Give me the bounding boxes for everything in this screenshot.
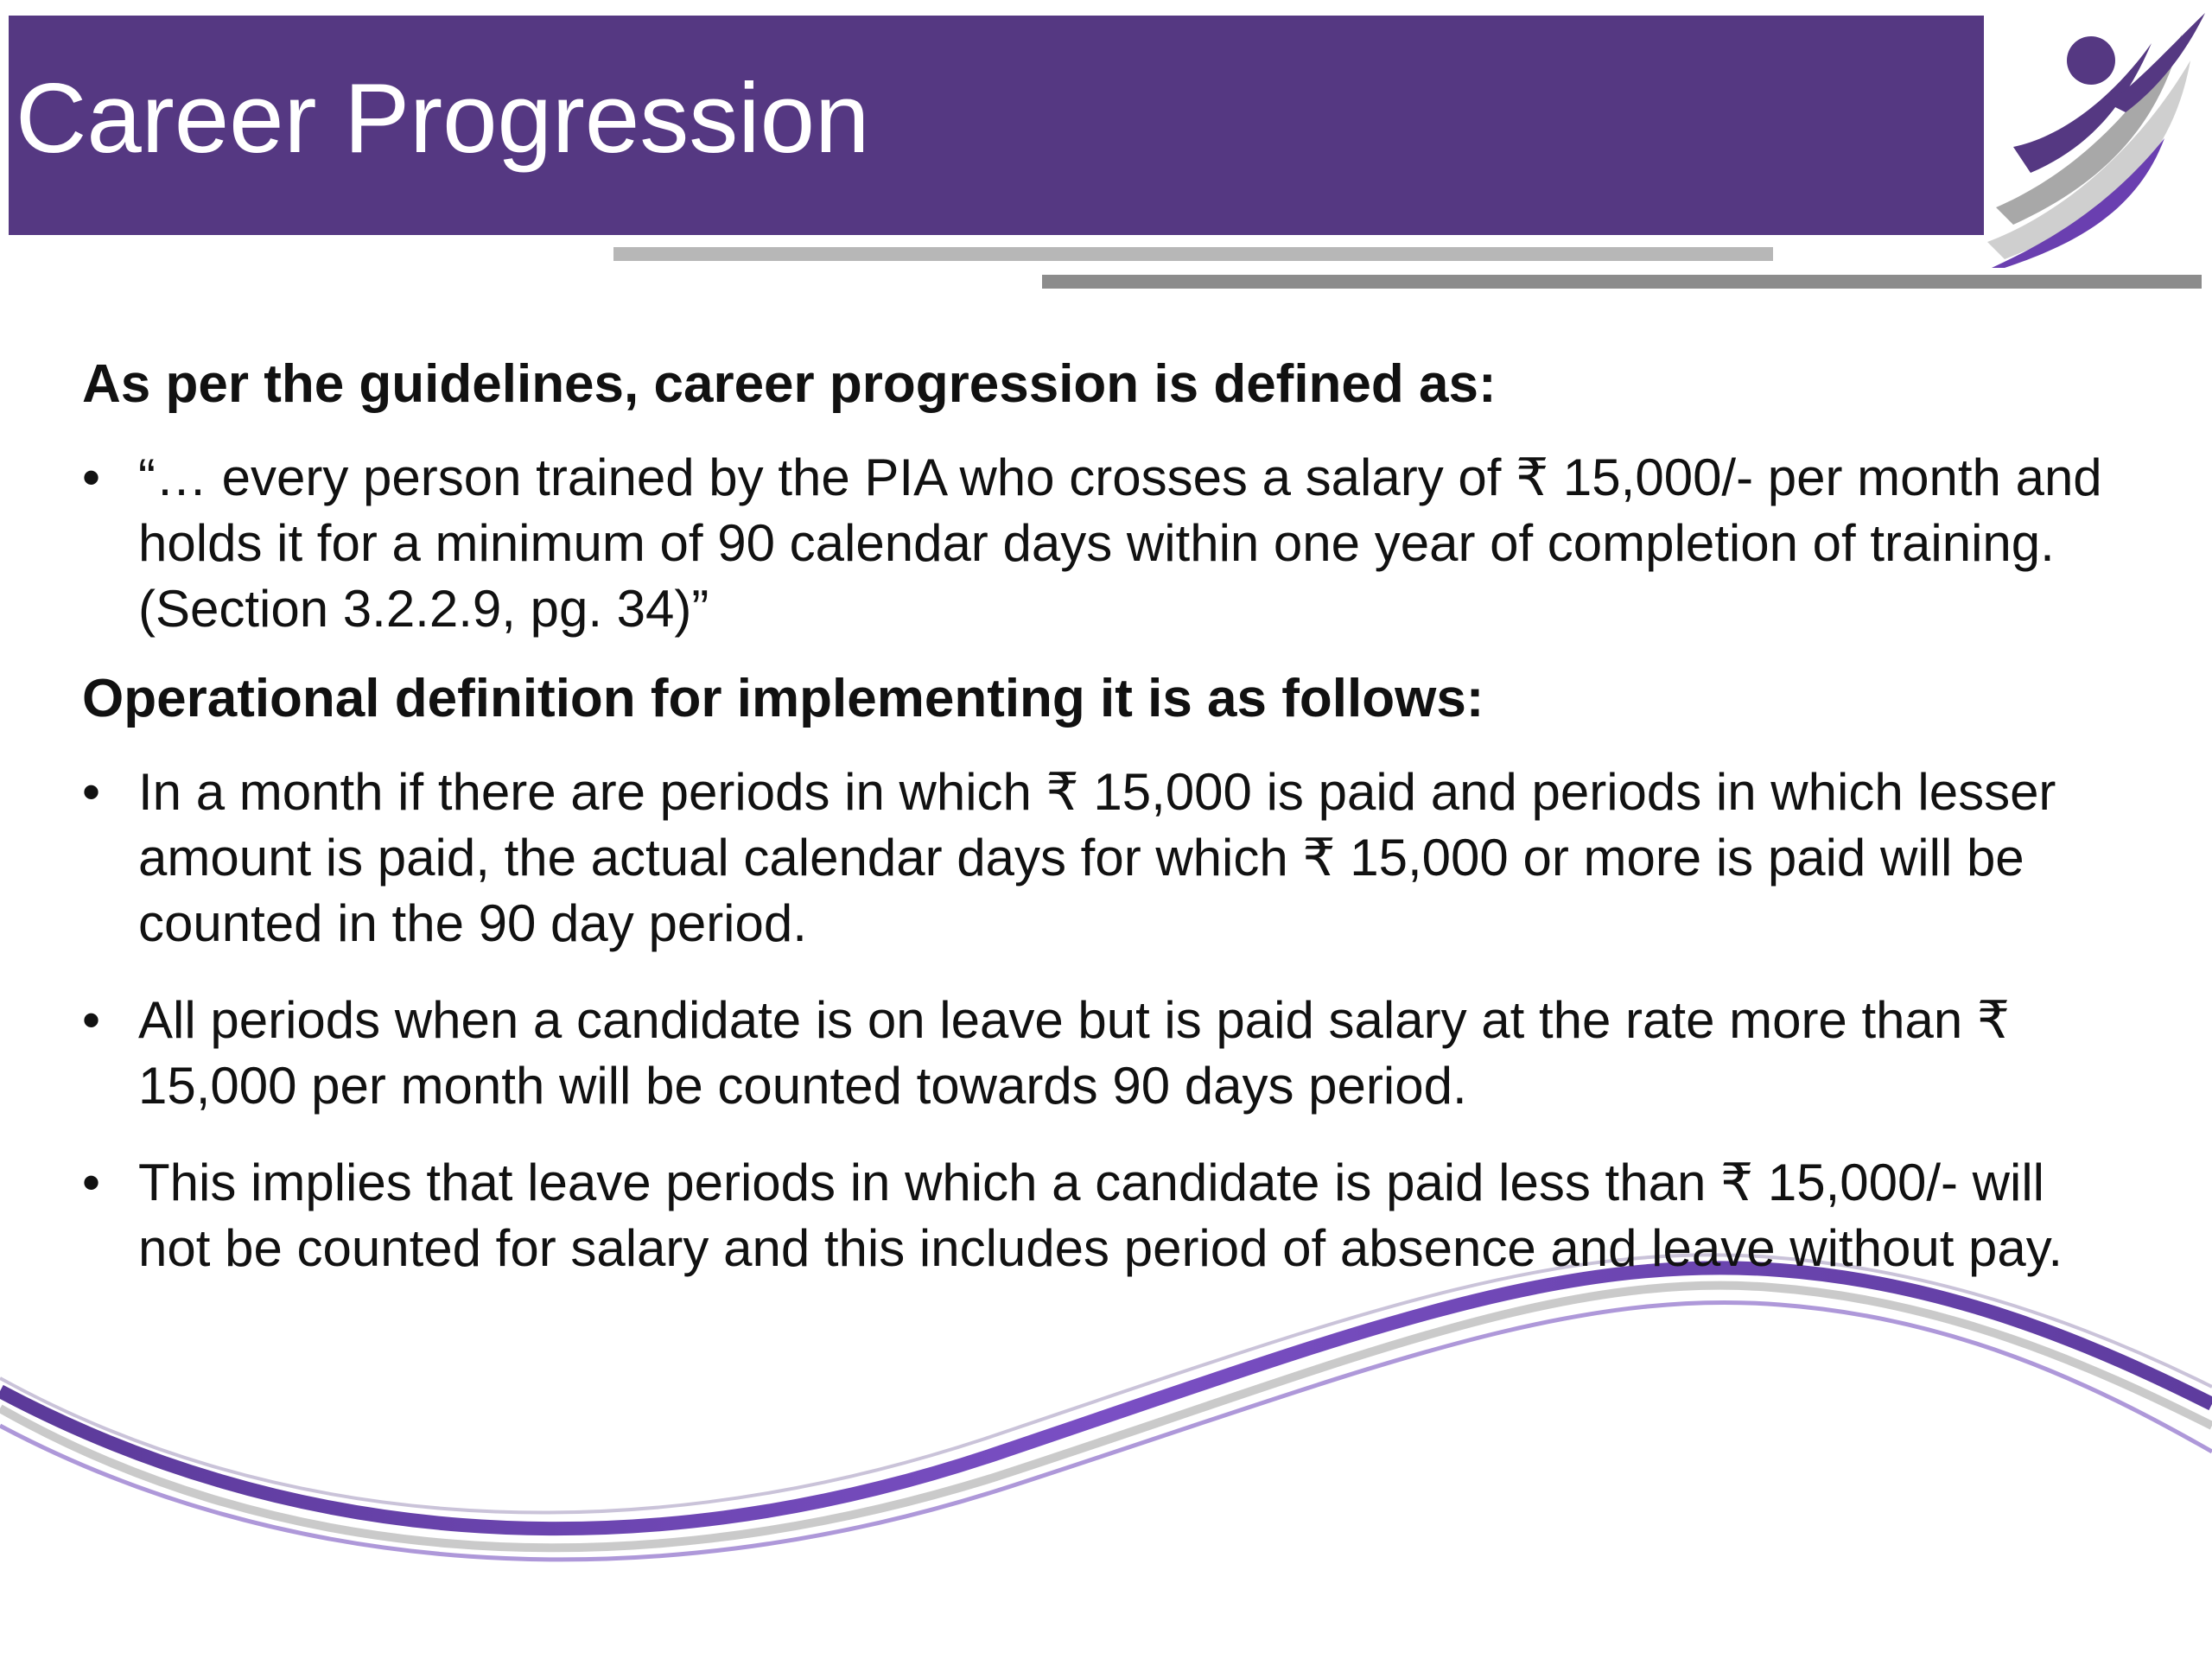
section-heading-guidelines: As per the guidelines, career progression is defined as: [82, 354, 1497, 414]
bullet-line: In a month if there are periods in which ₹ 15,000 is paid and periods in which lesser [138, 763, 2056, 821]
slide-title: Career Progression [16, 64, 870, 174]
bullet-line: This implies that leave periods in which a candidate is paid less than ₹ 15,000/- will [138, 1154, 2044, 1211]
bullet-line: holds it for a minimum of 90 calendar days within one year of completion of training. [138, 514, 2055, 572]
section-heading-operational: Operational definition for implementing it is as follows: [82, 669, 1484, 728]
bullet-line: All periods when a candidate is on leave but is paid salary at the rate more than ₹ [138, 991, 2011, 1049]
divider-dark [1042, 275, 2202, 289]
bullet-icon: • [82, 448, 101, 506]
bullet-line: (Section 3.2.2.9, pg. 34)” [138, 580, 709, 638]
guidelines-bullet-list [82, 445, 2208, 642]
bullet-line: “… every person trained by the PIA who crosses a salary of ₹ 15,000/- per month and [138, 448, 2102, 506]
runner-swoosh-logo-icon [1979, 9, 2212, 268]
operational-bullet-list [82, 760, 2208, 1281]
bullet-icon: • [82, 1154, 101, 1211]
bullet-item [82, 1150, 2208, 1281]
divider-light [613, 247, 1773, 261]
bullet-line: 15,000 per month will be counted towards 90 days period. [138, 1057, 1467, 1115]
bullet-item [82, 445, 2208, 642]
slide-content [82, 350, 2208, 1281]
bullet-line: counted in the 90 day period. [138, 894, 807, 952]
bullet-line: not be counted for salary and this includes period of absence and leave without pay. [138, 1219, 2063, 1277]
bullet-line: amount is paid, the actual calendar days for which ₹ 15,000 or more is paid will be [138, 829, 2024, 887]
bullet-icon: • [82, 991, 101, 1049]
bullet-item [82, 988, 2208, 1119]
bullet-item [82, 760, 2208, 957]
bullet-icon: • [82, 763, 101, 821]
